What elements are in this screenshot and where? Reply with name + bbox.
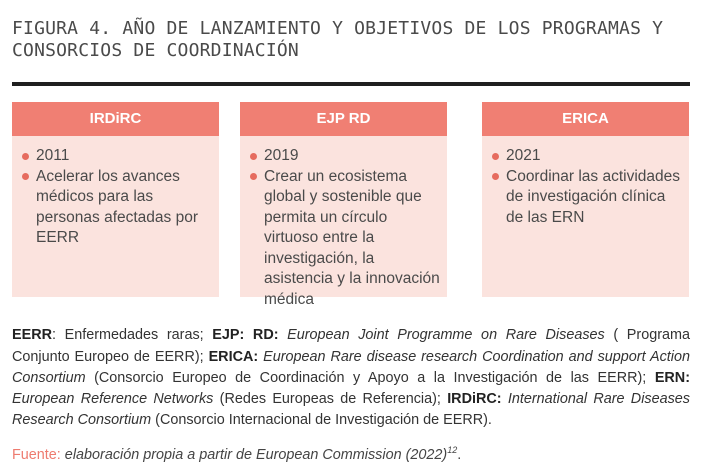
card-year: 2019 (264, 147, 299, 164)
card-objective-item (250, 167, 441, 311)
card-irdirc (12, 102, 219, 297)
card-year-item (492, 146, 683, 167)
abbr-erica: ERICA: (208, 348, 259, 365)
card-list (12, 136, 219, 249)
card-header: IRDiRC (12, 102, 219, 136)
def-erica-en: European Rare disease research Coordination and support Action Consortium (12, 348, 690, 386)
abbr-ern: ERN: (654, 369, 690, 386)
card-list (482, 136, 689, 228)
def-ern-es: (Redes Europeas de Referencia); (213, 391, 448, 407)
card-year-item (22, 146, 213, 167)
card-header: ERICA (482, 102, 689, 136)
card-objective-item (492, 167, 683, 229)
source-text-wrap (61, 447, 457, 463)
bullet-icon (492, 153, 499, 160)
abbr-ejp: EJP: RD: (212, 327, 279, 344)
bullet-icon (22, 173, 29, 180)
card-year: 2011 (36, 147, 70, 164)
abbr-irdirc: IRDiRC: (447, 391, 502, 407)
source-line (12, 445, 461, 463)
card-objective-item (22, 167, 213, 249)
bullet-icon (250, 153, 257, 160)
def-erica-es: (Consorcio Europeo de Coordinación y Apoyo a la Investigación de las EERR); (85, 369, 655, 386)
source-ref: 12 (447, 445, 458, 455)
bullet-icon (492, 173, 499, 180)
def-ejp-en: European Joint Programme on Rare Diseases (278, 327, 605, 344)
card-list (240, 136, 447, 310)
card-year-item (250, 146, 441, 167)
card-objective: Coordinar las actividades de investigación clínica de las ERN (506, 167, 681, 226)
def-irdirc-en: International Rare Diseases Research Consortium (12, 391, 690, 429)
source-text: elaboración propia a partir de European Commission (2022) (60, 446, 448, 463)
title-divider (12, 82, 690, 86)
source-label: Fuente: (12, 446, 61, 463)
def-eerr: : Enfermedades raras; (51, 327, 213, 344)
def-irdirc-es: (Consorcio Internacional de Investigación de EERR). (151, 412, 492, 429)
source-end: . (457, 446, 462, 463)
card-objective: Acelerar los avances médicos para las personas afectadas por EERR (36, 167, 198, 246)
bullet-icon (250, 173, 257, 180)
def-ejp-es: ( Programa Conjunto Europeo de EERR); (12, 327, 690, 365)
card-ejp-rd (240, 102, 447, 308)
card-year: 2021 (506, 147, 541, 164)
card-objective: Crear un ecosistema global y sostenible que permita un círculo virtuoso entre la investigación, la asistencia y la innovación médica (264, 167, 440, 308)
card-erica (482, 102, 689, 297)
bullet-icon (22, 153, 29, 160)
abbr-eerr: EERR (12, 327, 52, 344)
def-ern-en: European Reference Networks (12, 391, 214, 407)
figure-title: FIGURA 4. AÑO DE LANZAMIENTO Y OBJETIVOS DE LOS PROGRAMAS Y CONSORCIOS DE COORDINACIÓN (12, 18, 664, 61)
card-header: EJP RD (240, 102, 447, 136)
programs-cards (12, 102, 690, 308)
abbreviations-note (12, 325, 690, 431)
